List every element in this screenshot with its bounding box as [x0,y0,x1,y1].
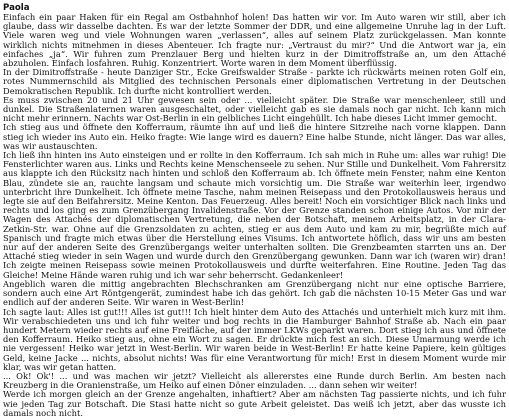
document-title: Paola [3,3,30,13]
paragraph-5: Ich ließ ihn hinten ins Auto einsteigen und er rollte in den Kofferraum. Ich sah mich in Ruhe um: alles war ruhig! Die Fensterlichter waren aus. Links und Rechts keine Menschenseele zu sehen. Nur Stille und Dunkelheit. Vom Fahrersitz aus klappte ich den Rücksitz nach hinten und schloß den Kofferraum ab. Ich öffnete mein Fenster, nahm eine Kenton Blau, zündete sie an, rauchte langsam und schaute mich vorsichtig um. Die Straße war weiterhin leer, irgendwo unterbricht ihre Dunkelheit. Ich öffnete meine Tasche, nahm meinen Reisepass und den Protokollausweis heraus und legte sie auf den Beifahrersitz. Meine Kenton. Das Feuerzeug. Alles bereit! Noch ein vorsichtiger Blick nach links und rechts und los ging es zum Grenzübergang Invalidenstraße. Vor der Grenze standen schon einige Autos. Vor mir der Wagen des Attachés der diplomatischen Vertretung, die neben der Botschaft, meinem Arbeitsplatz, in der Clara-Zetkin-Str. war. Ohne auf die Grenzsoldaten zu achten, stieg er aus dem Auto und kam zu mir, begrüßte mich auf Spanisch und fragte mich etwas über die Herstellung eines Visums. Ich antwortete höflich, dass wir uns am besten nur auf der anderen Seite des Grenzübergangs weiter unterhalten sollten. Die Grenzbeamten starrten uns an. Der Attaché stieg wieder in sein Wagen und wurde durch den Grenzübergang gewunken. Dann war ich (waren wir) dran! Ich zeigte meinen Reisepass sowie meinen Protokollausweis und durfte weiterfahren. Eine Routine. Jeden Tag das Gleiche! Meine Hände waren ruhig und ich war sehr beherrscht. Gedankenleer! [3,150,506,280]
document-page [3,3,506,418]
paragraph-8: ... Ok! Ok'! ... und was machen wir jetzt? Vielleicht als allererstes eine Runde durch Berlin. Am besten nach Kreuzberg in die Oranienstraße, um Heiko auf einen Döner einzuladen. ... dann sehen wir weiter! [3,370,506,391]
paragraph-7: Ich sagte laut: Alles ist gut!!! Alles ist gut!!! Ich hielt hinter dem Auto des Attachés und unterhielt mich kurz mit ihm. Wir verabschiedeten uns und ich fuhr weiter und bog rechts in die Hamburger Bahnhof Straße ab. Nach ein paar hundert Metern wieder rechts auf eine Freifläche, auf der immer LKWs geparkt waren. Dort stieg ich aus und öffnete den Kofferraum. Heiko stieg aus, ohne ein Wort zu sagen. Er drückte mich fest an sich. Diese Umarmung werde ich nie vergessen! Heiko war jetzt in West-Berlin. Wir waren beide in West-Berlin! Er hatte keine Papiere, kein gültiges Geld, keine Jacke ... nichts, absolut nichts! Was für eine Verantwortung für mich! Erst in diesem Moment wurde mir klar, was wir getan hatten. [3,306,506,372]
paragraph-6: Angeblich waren die mittig angebrachten Blechschranken am Grenzübergang nicht nur eine optische Barriere, sondern auch eine Art Röntgengerät, zumindest habe ich das gehört. Ich gab die nächsten 10-15 Meter Gas und war endlich auf der anderen Seite. Wir waren in West-Berlin! [3,278,506,308]
paragraph-1: Einfach ein paar Haken für ein Regal am Ostbahnhof holen! Das hatten wir vor. Im Auto waren wir still, aber ich glaube, dass wir dasselbe dachten. Es war der letzte Sommer der DDR, und eine allgemeine Unruhe lag in der Luft. Viele waren weg und viele Wohnungen waren „verlassen“, alles auf seinem Platz zurückgelassen. Man konnte wirklich nichts mitnehmen in dieses Abenteuer. Ich fragte nur: „Vertraust du mir?“ Und die Antwort war ja, ein einfaches „ja“. Wir fuhren zum Prenzlauer Berg und hielten kurz in der Dimitroffstraße an, um den Attaché abzuholen. Einfach losfahren. Ruhig. Konzentriert. Worte waren in dem Moment überflüssig. [3,12,506,69]
paragraph-3: Es muss zwischen 20 und 21 Uhr gewesen sein oder ... vielleicht später. Die Straße war menschenleer, still und dunkel. Die Straßenlaternen waren ausgeschaltet, oder vielleicht gab es sie damals noch gar nicht. Ich kann mich nicht mehr erinnern. Nachts war Ost-Berlin in ein gelbliches Licht eingehüllt. Ich habe dieses Licht immer gemocht. [3,94,506,124]
paragraph-4: Ich stieg aus und öffnete den Kofferraum, räumte ihn auf und ließ die hintere Sitzreihe nach vorne klappen. Dann stieg ich wieder ins Auto ein. Heiko fragte: Wie lange wird es dauern? Eine halbe Stunde, nicht länger. Das war alles, was wir austauschten. [3,122,506,151]
paragraph-9: Werde ich morgen gleich an der Grenze angehalten, inhaftiert? Aber am nächsten Tag passierte nichts, und ich fuhr wie jeden Tag zur Botschaft. Die Stasi hatte nicht so gute Arbeit geleistet. Das weiß ich jetzt, aber das wusste ich damals noch nicht. [3,389,506,418]
paragraph-2: In der Dimitroffstraße - heute Danziger Str., Ecke Greifswalder Straße - parkte ich rückwärts meinen roten Golf ein, rotes Nummernschild als Mitglied des technischen Personals einer diplomatischen Vertretung in der Deutschen Demokratischen Republik. Ich durfte nicht kontrolliert werden. [3,67,506,96]
